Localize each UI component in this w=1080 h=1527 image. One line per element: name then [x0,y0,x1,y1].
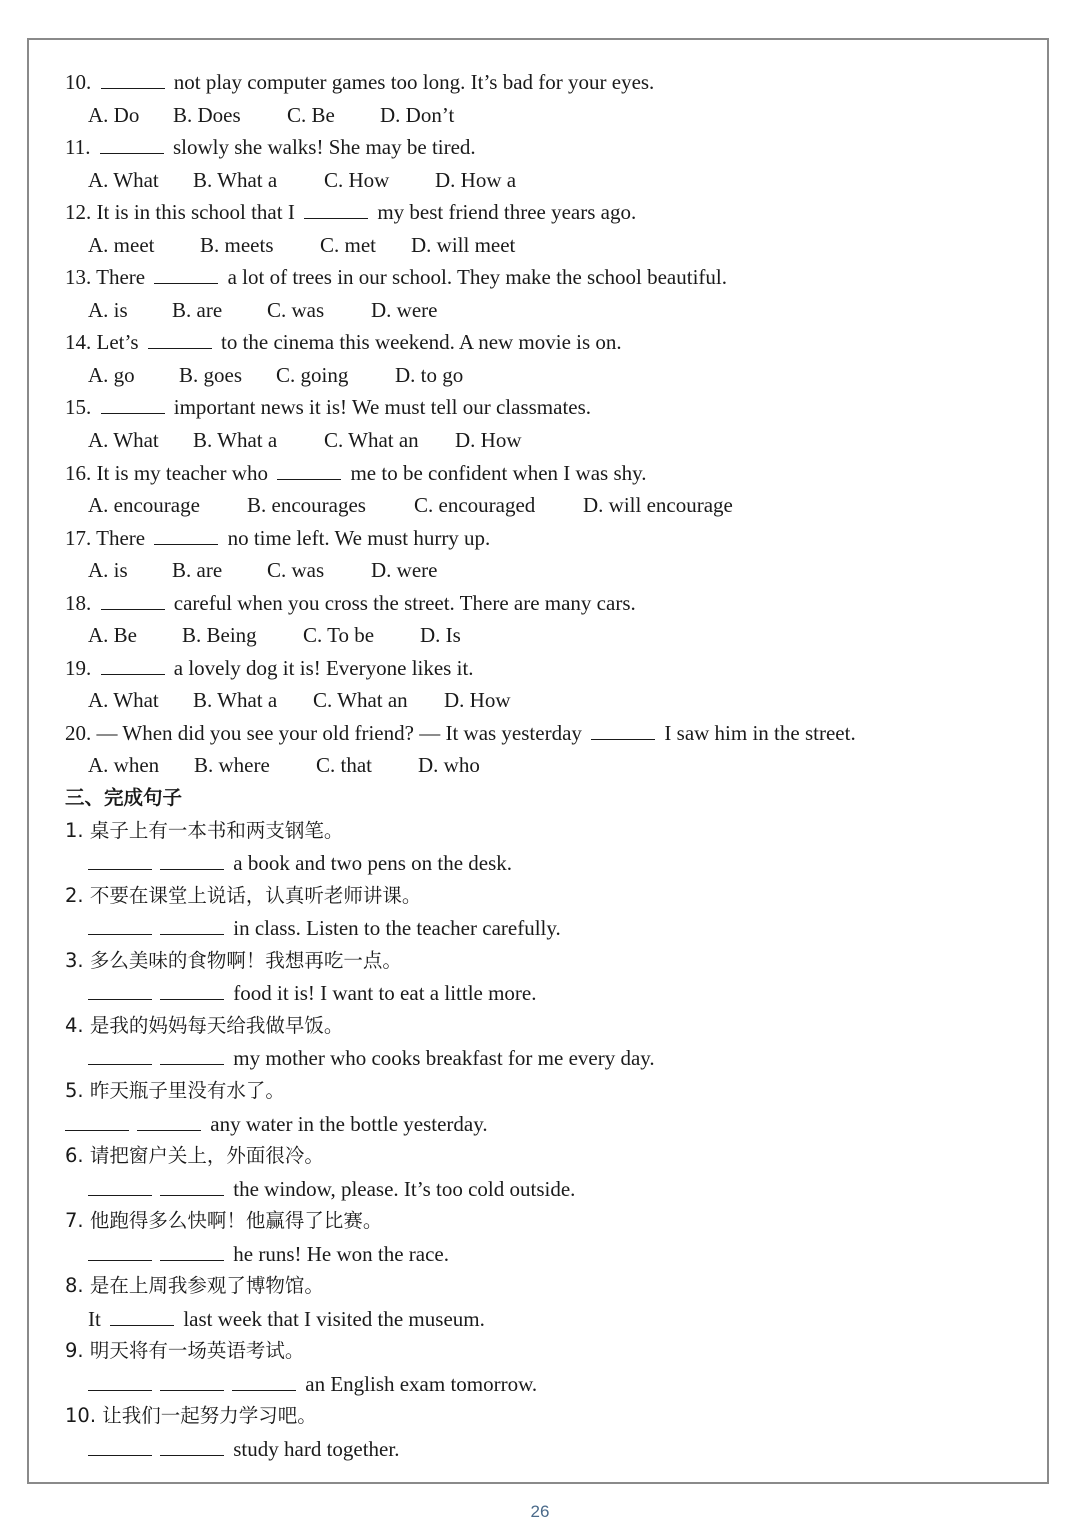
question-number: 10. [65,70,92,94]
question-12 [65,196,1045,229]
answer-blank[interactable] [160,979,224,1000]
question-text: slowly she walks! She may be tired. [172,135,476,160]
item-number: 1. [65,818,84,842]
option-c[interactable]: C. met [320,232,376,257]
question-number: 18. [65,590,92,615]
option-a[interactable]: A. encourage [88,493,200,518]
question-text: careful when you cross the street. There are many cars. [173,590,636,615]
sentence-3-english [65,977,1045,1010]
answer-blank[interactable] [160,1044,224,1065]
answer-blank[interactable] [65,1110,129,1131]
question-number: 16. [65,460,92,485]
option-c[interactable]: C. How [324,167,390,192]
sentence-2-english [65,912,1045,945]
question-11 [65,131,1045,164]
question-19 [65,652,1045,685]
question-text-before: — When did you see your old friend? — It was yesterday [96,720,582,745]
option-a[interactable]: A. Do [88,102,140,127]
option-b[interactable]: B. are [172,558,223,583]
option-c[interactable]: C. that [316,753,372,778]
item-number: 8. [65,1274,84,1298]
option-a[interactable]: A. What [88,428,159,453]
answer-blank[interactable] [110,1305,174,1326]
answer-blank[interactable] [160,914,224,935]
chinese-prompt: 桌子上有一本书和两支钢笔。 [89,818,344,842]
question-text: me to be confident when I was shy. [350,460,647,485]
option-a[interactable]: A. What [88,688,159,713]
answer-blank[interactable] [160,1240,224,1261]
answer-blank[interactable] [101,589,165,610]
sentence-10-english [65,1433,1045,1466]
answer-blank[interactable] [88,1175,152,1196]
item-number: 9. [65,1339,84,1363]
option-d[interactable]: D. will meet [411,232,516,257]
item-number: 3. [65,948,84,972]
question-number: 15. [65,395,92,420]
chinese-prompt: 明天将有一场英语考试。 [89,1339,305,1363]
options-20 [65,749,1045,782]
question-text-before: There [96,265,146,290]
options-15 [65,424,1045,457]
item-number: 6. [65,1144,84,1168]
worksheet-content [65,66,1045,1466]
option-d[interactable]: D. who [418,753,480,778]
sentence-5-chinese [65,1075,1045,1108]
answer-blank[interactable] [160,1435,224,1456]
sentence-7-chinese [65,1205,1045,1238]
english-text: last week that I visited the museum. [183,1306,485,1331]
option-b[interactable]: B. What a [193,428,278,453]
english-text: in class. Listen to the teacher carefully. [233,916,561,941]
question-text: my best friend three years ago. [377,200,637,225]
option-b[interactable]: B. Does [173,102,241,127]
option-b[interactable]: B. What a [193,688,278,713]
answer-blank[interactable] [88,849,152,870]
sentence-8-chinese [65,1270,1045,1303]
answer-blank[interactable] [591,719,655,740]
sentence-4-chinese [65,1010,1045,1043]
english-text: the window, please. It’s too cold outside. [233,1176,576,1201]
question-17 [65,522,1045,555]
option-c[interactable]: C. was [267,297,325,322]
answer-blank[interactable] [88,1435,152,1456]
sentence-7-english [65,1238,1045,1271]
option-b[interactable]: B. goes [179,362,242,387]
chinese-prompt: 多么美味的食物啊！我想再吃一点。 [89,948,402,972]
question-text: not play computer games too long. It’s bad for your eyes. [173,70,655,94]
option-d[interactable]: D. How [455,428,522,453]
question-text: important news it is! We must tell our classmates. [173,395,592,420]
sentence-8-english [65,1303,1045,1336]
question-number: 12. [65,200,92,225]
answer-blank[interactable] [100,133,164,154]
options-18 [65,619,1045,652]
option-a[interactable]: A. is [88,297,128,322]
answer-blank[interactable] [304,198,368,219]
question-number: 20. [65,720,92,745]
chinese-prompt: 是我的妈妈每天给我做早饭。 [89,1013,344,1037]
question-number: 11. [65,135,91,160]
option-d[interactable]: D. How [444,688,511,713]
question-text: a lot of trees in our school. They make the school beautiful. [227,265,727,290]
options-10 [65,99,1045,132]
item-number: 7. [65,1209,84,1233]
answer-blank[interactable] [137,1110,201,1131]
question-text: no time left. We must hurry up. [227,525,491,550]
answer-blank[interactable] [88,1240,152,1261]
chinese-prompt: 不要在课堂上说话，认真听老师讲课。 [89,883,422,907]
question-number: 14. [65,330,92,355]
item-number: 5. [65,1078,84,1102]
question-14 [65,326,1045,359]
item-number: 2. [65,883,84,907]
option-b[interactable]: B. meets [200,232,274,257]
options-16 [65,489,1045,522]
option-a[interactable]: A. go [88,362,135,387]
sentence-10-chinese [65,1400,1045,1433]
item-number: 10. [65,1404,97,1428]
option-b[interactable]: B. are [172,297,223,322]
question-text: to the cinema this weekend. A new movie is on. [221,330,622,355]
english-text: a book and two pens on the desk. [233,851,513,876]
english-text: he runs! He won the race. [233,1241,449,1266]
question-text-before: Let’s [96,330,139,355]
chinese-prompt: 昨天瓶子里没有水了。 [89,1078,285,1102]
question-text-before: It is in this school that I [96,200,295,225]
question-number: 17. [65,525,92,550]
option-c[interactable]: C. To be [303,623,375,648]
answer-blank[interactable] [154,263,218,284]
sentence-6-english [65,1173,1045,1206]
english-text: study hard together. [233,1436,400,1461]
answer-blank[interactable] [232,1370,296,1391]
question-text: a lovely dog it is! Everyone likes it. [173,655,474,680]
question-text: I saw him in the street. [664,720,856,745]
option-a[interactable]: A. Be [88,623,137,648]
option-c[interactable]: C. going [276,362,349,387]
option-d[interactable]: D. were [371,558,438,583]
chinese-prompt: 他跑得多么快啊！他赢得了比赛。 [89,1209,383,1233]
option-b[interactable]: B. where [194,753,270,778]
page-number: 26 [530,1502,550,1521]
english-text: food it is! I want to eat a little more. [233,981,537,1006]
question-text-before: There [96,525,146,550]
question-10 [65,66,1045,99]
answer-blank[interactable] [88,979,152,1000]
options-17 [65,554,1045,587]
option-b[interactable]: B. What a [193,167,278,192]
options-13 [65,294,1045,327]
english-text: my mother who cooks breakfast for me every day. [233,1046,655,1071]
option-d[interactable]: D. were [371,297,438,322]
chinese-prompt: 是在上周我参观了博物馆。 [89,1274,324,1298]
english-text: an English exam tomorrow. [305,1371,538,1396]
option-c[interactable]: C. What an [313,688,408,713]
option-b[interactable]: B. Being [182,623,257,648]
option-c[interactable]: C. was [267,558,325,583]
answer-blank[interactable] [101,393,165,414]
answer-blank[interactable] [101,654,165,675]
sentence-1-chinese [65,815,1045,848]
sentence-5-english [65,1108,1045,1141]
options-11 [65,164,1045,197]
chinese-prompt: 请把窗户关上，外面很冷。 [89,1144,324,1168]
answer-blank[interactable] [160,849,224,870]
option-d[interactable]: D. will encourage [583,493,733,518]
answer-blank[interactable] [160,1370,224,1391]
section-heading: 三、完成句子 [65,786,183,810]
option-c[interactable]: C. Be [287,102,335,127]
sentence-4-english [65,1042,1045,1075]
answer-blank[interactable] [154,524,218,545]
option-d[interactable]: D. Don’t [380,102,455,127]
answer-blank[interactable] [160,1175,224,1196]
english-prefix: It [88,1306,101,1331]
chinese-prompt: 让我们一起努力学习吧。 [102,1404,317,1428]
question-text-before: It is my teacher who [96,460,268,485]
option-d[interactable]: D. Is [420,623,461,648]
question-20 [65,717,1045,750]
question-number: 19. [65,655,92,680]
question-13 [65,261,1045,294]
option-c[interactable]: C. encouraged [414,493,536,518]
option-a[interactable]: A. What [88,167,159,192]
answer-blank[interactable] [88,914,152,935]
question-15 [65,391,1045,424]
sentence-6-chinese [65,1140,1045,1173]
sentence-9-chinese [65,1335,1045,1368]
option-d[interactable]: D. How a [435,167,517,192]
question-number: 13. [65,265,92,290]
english-text: any water in the bottle yesterday. [210,1111,488,1136]
item-number: 4. [65,1013,84,1037]
options-12 [65,229,1045,262]
option-a[interactable]: A. meet [88,232,155,257]
options-14 [65,359,1045,392]
answer-blank[interactable] [88,1370,152,1391]
question-18 [65,587,1045,620]
answer-blank[interactable] [101,68,165,89]
option-c[interactable]: C. What an [324,428,419,453]
sentence-9-english [65,1368,1045,1401]
answer-blank[interactable] [148,328,212,349]
question-16 [65,457,1045,490]
sentence-3-chinese [65,945,1045,978]
option-b[interactable]: B. encourages [247,493,366,518]
answer-blank[interactable] [88,1044,152,1065]
option-a[interactable]: A. when [88,753,160,778]
option-a[interactable]: A. is [88,558,128,583]
options-19 [65,684,1045,717]
option-d[interactable]: D. to go [395,362,464,387]
sentence-2-chinese [65,880,1045,913]
answer-blank[interactable] [277,459,341,480]
sentence-1-english [65,847,1045,880]
